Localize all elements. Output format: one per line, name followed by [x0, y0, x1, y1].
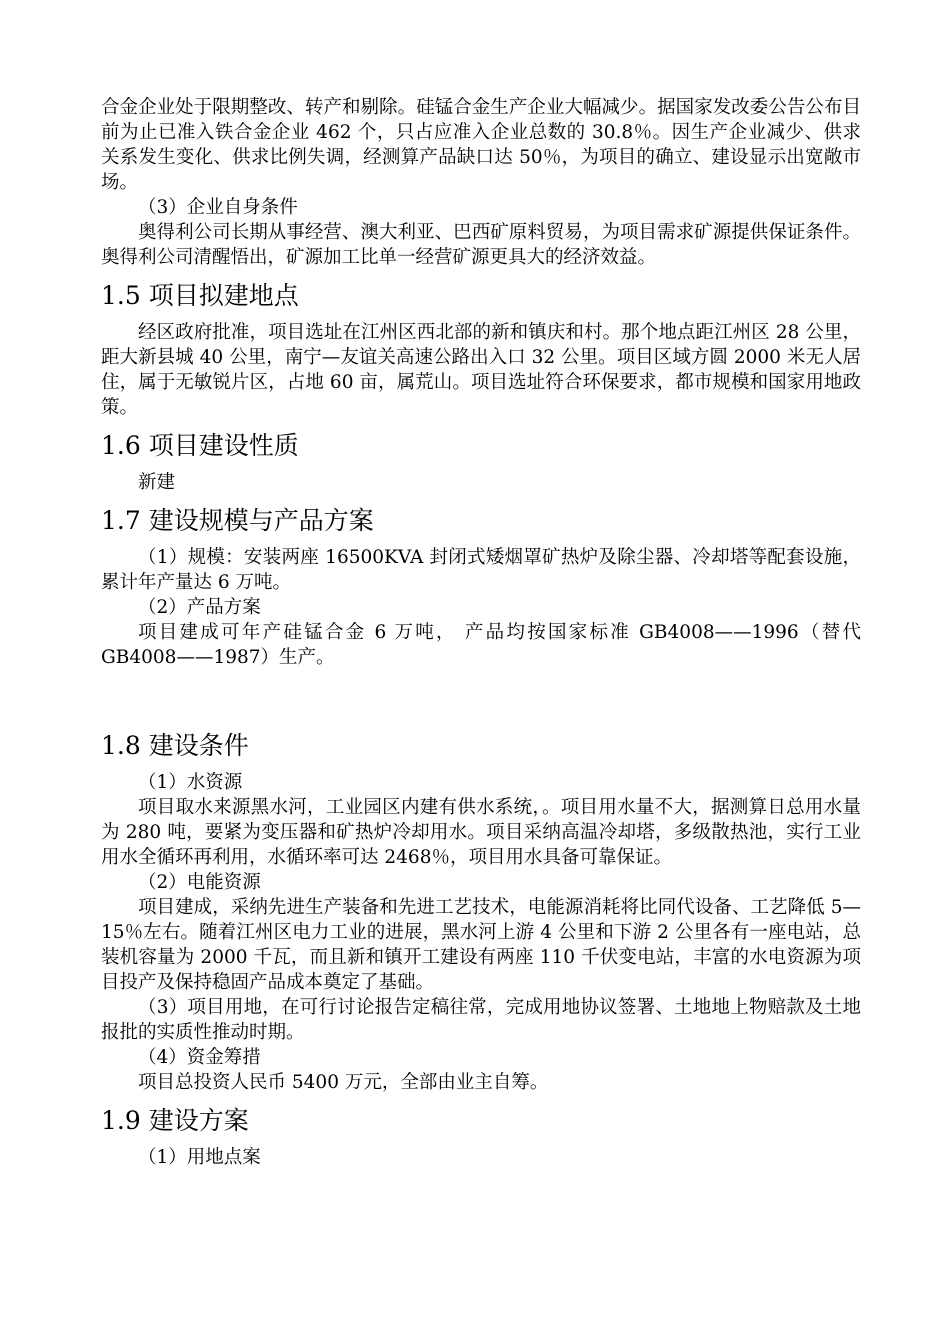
subheading-company-conditions: （3）企业自身条件: [138, 197, 298, 218]
paragraph-product-plan: 项目建成可年产硅锰合金 6 万吨， 产品均按国家标准 GB4008——1996（替代 GB4008——1987）生产。: [101, 622, 861, 668]
paragraph-funding: 项目总投资人民币 5400 万元，全部由业主自筹。: [138, 1072, 549, 1093]
paragraph-power: 项目建成，采纳先进生产装备和先进工艺技术，电能源消耗将比同代设备、工艺降低 5—15％左右。随着江州区电力工业的进展，黑水河上游 4 公里和下游 2 公里各有一座电站，总装机容量为 2000 千瓦，而且新和镇开工建设有两座 110 千伏变电站，丰富的水电资源为项目投产及保持稳固产品成本奠定了基础。: [101, 897, 861, 993]
paragraph-land-use: （3）项目用地，在可行讨论报告定稿往常，完成用地协议签署、土地地上物赔款及土地报批的实质性推动时期。: [101, 997, 861, 1043]
paragraph-company-conditions: 奥得利公司长期从事经营、澳大利亚、巴西矿原料贸易，为项目需求矿源提供保证条件。奥得利公司清醒悟出，矿源加工比单一经营矿源更具大的经济效益。: [101, 222, 861, 268]
subheading-power: （2）电能资源: [138, 872, 261, 893]
paragraph-scale: （1）规模：安装两座 16500KVA 封闭式矮烟罩矿热炉及除尘器、冷却塔等配套设施，累计年产量达 6 万吨。: [101, 547, 861, 593]
subheading-land-plan: （1）用地点案: [138, 1147, 261, 1168]
section-heading-1-9: 1.9 建设方案: [101, 1106, 249, 1135]
section-heading-1-5: 1.5 项目拟建地点: [101, 281, 299, 310]
paragraph-water: 项目取水来源黑水河，工业园区内建有供水系统，。项目用水量不大，据测算日总用水量为 280 吨，要紧为变压器和矿热炉冷却用水。项目采纳高温冷却塔，多级散热池，实行工业用水全循环再利用，水循环率可达 2468％，项目用水具备可靠保证。: [101, 797, 861, 868]
paragraph-location: 经区政府批准，项目选址在江州区西北部的新和镇庆和村。那个地点距江州区 28 公里，距大新县城 40 公里，南宁—友谊关高速公路出入口 32 公里。项目区域方圆 2000 米无人居住，属于无敏锐片区，占地 60 亩，属荒山。项目选址符合环保要求，都市规模和国家用地政策。: [101, 322, 861, 418]
section-heading-1-8: 1.8 建设条件: [101, 731, 249, 760]
subheading-product-plan: （2）产品方案: [138, 597, 261, 618]
document-page: [101, 95, 861, 1170]
paragraph-market-intro: 合金企业处于限期整改、转产和剔除。硅锰合金生产企业大幅减少。据国家发改委公告公布目前为止已准入铁合金企业 462 个，只占应准入企业总数的 30.8％。因生产企业减少、供求关系发生变化、供求比例失调，经测算产品缺口达 50％，为项目的确立、建设显示出宽敞市场。: [101, 97, 861, 193]
section-heading-1-7: 1.7 建设规模与产品方案: [101, 506, 374, 535]
subheading-funding: （4）资金筹措: [138, 1047, 261, 1068]
blank-gap: [101, 670, 861, 720]
subheading-water: （1）水资源: [138, 772, 243, 793]
paragraph-nature: 新建: [138, 472, 176, 493]
section-heading-1-6: 1.6 项目建设性质: [101, 431, 299, 460]
